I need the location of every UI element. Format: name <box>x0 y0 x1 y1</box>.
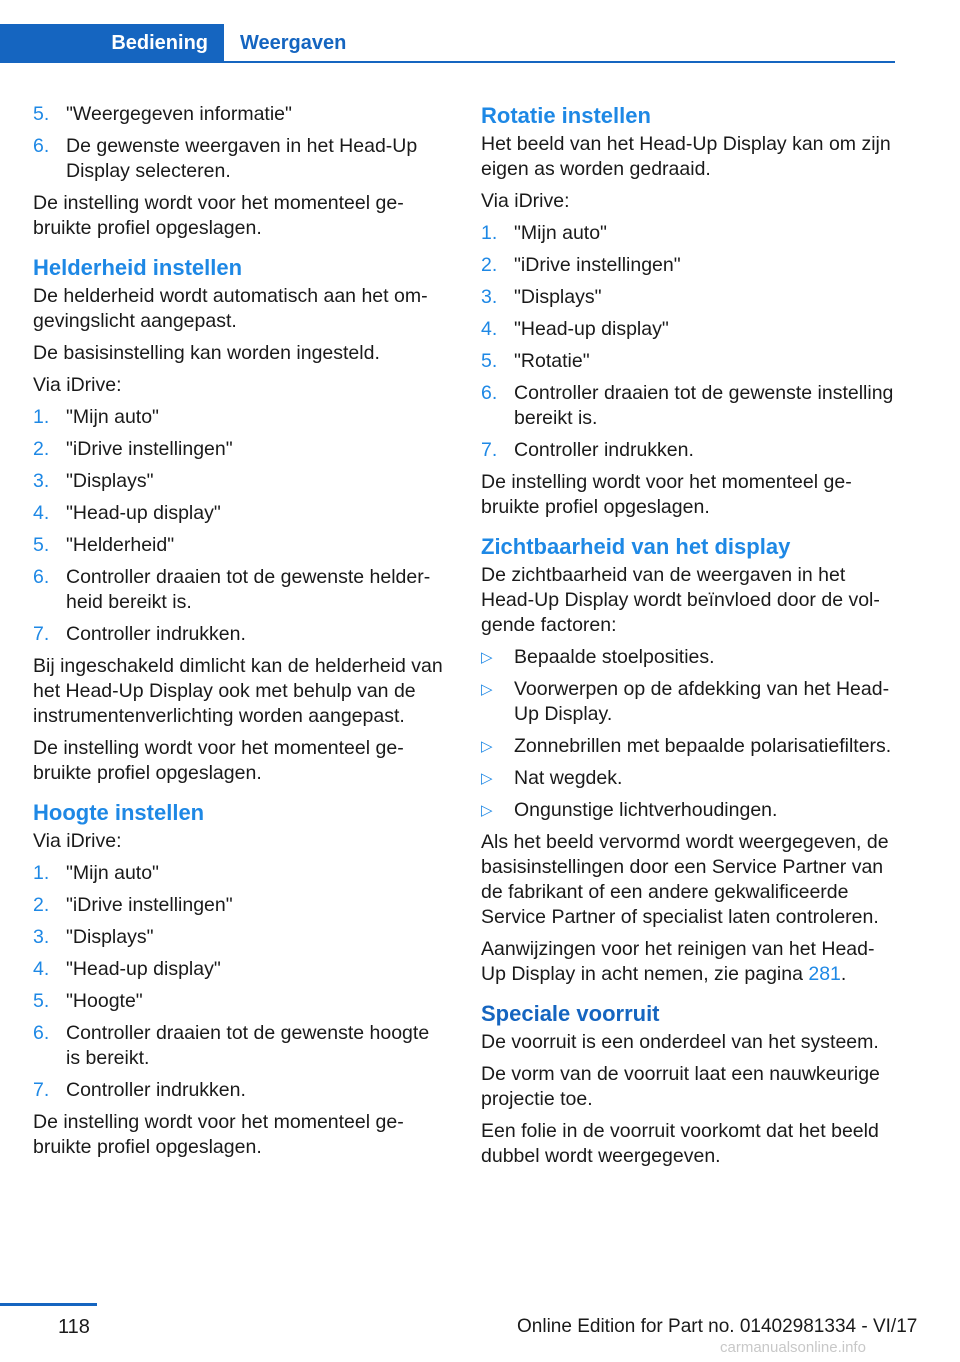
paragraph: Een folie in de voorruit voorkomt dat het beeld dubbel wordt weergegeven. <box>481 1120 879 1167</box>
list-item-number: 1. <box>481 222 498 244</box>
list-item-number: 7. <box>33 623 50 645</box>
triangle-bullet-icon: ▷ <box>481 802 493 819</box>
list-item <box>33 861 448 886</box>
numbered-list <box>33 861 448 1103</box>
page-number: 118 <box>58 1316 90 1338</box>
list-item <box>33 134 448 184</box>
list-item <box>481 438 899 463</box>
list-item <box>481 381 899 431</box>
paragraph: Het beeld van het Head-Up Display kan om zijn eigen as worden gedraaid. <box>481 133 891 180</box>
header-bar <box>0 0 960 64</box>
list-item <box>33 925 448 950</box>
list-item-text: "Head-up display" <box>66 958 221 980</box>
list-item-number: 4. <box>481 318 498 340</box>
bullet-list <box>481 645 899 823</box>
paragraph: De voorruit is een onderdeel van het systeem. <box>481 1031 879 1053</box>
tab-bediening[interactable] <box>0 24 224 62</box>
paragraph: Via iDrive: <box>33 830 122 852</box>
list-item-number: 3. <box>33 470 50 492</box>
list-item-number: 2. <box>481 254 498 276</box>
triangle-bullet-icon: ▷ <box>481 738 493 755</box>
list-item-text: "iDrive instellingen" <box>514 254 681 276</box>
list-item-number: 6. <box>33 135 50 157</box>
list-item <box>33 565 448 615</box>
numbered-list <box>33 102 448 184</box>
list-item <box>481 317 899 342</box>
list-item-number: 7. <box>33 1079 50 1101</box>
section-heading-brightness: Helderheid instellen <box>33 255 243 280</box>
bullet-item <box>481 766 899 791</box>
list-item <box>33 405 448 430</box>
list-item-number: 5. <box>481 350 498 372</box>
list-item-number: 5. <box>33 103 50 125</box>
header-divider <box>0 61 895 63</box>
list-item <box>33 533 448 558</box>
list-item <box>33 1078 448 1103</box>
right-column <box>481 102 899 1176</box>
list-item <box>33 622 448 647</box>
list-item-number: 6. <box>33 566 50 588</box>
list-item-text: Controller indrukken. <box>66 1079 246 1101</box>
bullet-item <box>481 677 899 727</box>
numbered-list <box>33 405 448 647</box>
list-item-text: "Head-up display" <box>66 502 221 524</box>
bullet-text: Voorwerpen op de afdekking van het Head-Up Display. <box>514 678 890 725</box>
triangle-bullet-icon: ▷ <box>481 770 493 787</box>
list-item-text: Controller draaien tot de gewenste instelling bereikt is. <box>514 382 894 429</box>
paragraph: De helderheid wordt automatisch aan het omgevingslicht aangepast. <box>33 285 428 332</box>
bullet-text: Ongunstige lichtverhoudingen. <box>514 799 778 821</box>
numbered-list <box>481 221 899 463</box>
reference-text: Aanwijzingen voor het reinigen van het Head-Up Display in acht nemen, zie pagina <box>481 938 875 985</box>
watermark: carmanualsonline.info <box>720 1339 866 1356</box>
list-item-number: 1. <box>33 862 50 884</box>
list-item-number: 5. <box>33 534 50 556</box>
list-item-number: 4. <box>33 958 50 980</box>
page-link-281[interactable]: 281 <box>808 963 841 985</box>
list-item-text: "Displays" <box>66 470 154 492</box>
paragraph: Bij ingeschakeld dimlicht kan de helderheid van het Head-Up Display ook met behulp van de instrumentenverlichting worden aangepast. <box>33 655 443 727</box>
edition-label: Online Edition for Part no. 01402981334 - VI/17 <box>517 1316 918 1337</box>
list-item-text: "iDrive instellingen" <box>66 894 233 916</box>
bullet-text: Zonnebrillen met bepaalde polarisatiefilters. <box>514 735 892 757</box>
triangle-bullet-icon: ▷ <box>481 681 493 698</box>
paragraph: De vorm van de voorruit laat een nauwkeurige projectie toe. <box>481 1063 880 1110</box>
section-heading-height: Hoogte instellen <box>33 800 205 825</box>
list-item-number: 1. <box>33 406 50 428</box>
list-item-text: "Displays" <box>66 926 154 948</box>
list-item-text: Controller indrukken. <box>66 623 246 645</box>
list-item <box>33 893 448 918</box>
bullet-item <box>481 798 899 823</box>
paragraph: Via iDrive: <box>33 374 122 396</box>
list-item-number: 6. <box>33 1022 50 1044</box>
list-item-text: "Helderheid" <box>66 534 175 556</box>
list-item <box>33 957 448 982</box>
list-item-number: 2. <box>33 894 50 916</box>
list-item-text: "Mijn auto" <box>66 406 159 428</box>
tab-weergaven[interactable] <box>224 24 346 62</box>
list-item-text: "Mijn auto" <box>514 222 607 244</box>
list-item-number: 6. <box>481 382 498 404</box>
list-item <box>33 102 448 127</box>
list-item <box>481 349 899 374</box>
bullet-text: Nat wegdek. <box>514 767 623 789</box>
list-item-text: Controller draaien tot de gewenste hoogte is bereikt. <box>66 1022 430 1069</box>
list-item-number: 5. <box>33 990 50 1012</box>
paragraph: De instelling wordt voor het momenteel gebruikte profiel opgeslagen. <box>33 1111 404 1158</box>
bullet-item <box>481 645 899 670</box>
paragraph-cleaning-reference <box>481 937 899 987</box>
left-column <box>33 102 448 1167</box>
section-heading-visibility: Zichtbaarheid van het display <box>481 534 791 559</box>
list-item <box>481 221 899 246</box>
tab-bediening-label: Bediening <box>111 31 208 54</box>
list-item <box>481 253 899 278</box>
list-item-text: De gewenste weergaven in het Head-Up Display selecteren. <box>66 135 418 182</box>
list-item <box>33 437 448 462</box>
paragraph: Als het beeld vervormd wordt weergegeven, de basisinstellingen door een Service Partner van de fabrikant of een andere gekwalificeerde Service Partner of specialist laten controleren. <box>481 831 889 928</box>
paragraph: De basisinstelling kan worden ingesteld. <box>33 342 380 364</box>
list-item-text: "Head-up display" <box>514 318 669 340</box>
tab-weergaven-label: Weergaven <box>240 31 347 54</box>
list-item <box>481 285 899 310</box>
paragraph: De instelling wordt voor het momenteel gebruikte profiel opgeslagen. <box>33 737 404 784</box>
list-item-text: "Mijn auto" <box>66 862 159 884</box>
bullet-item <box>481 734 899 759</box>
list-item-number: 7. <box>481 439 498 461</box>
list-item-text: Controller draaien tot de gewenste helderheid bereikt is. <box>66 566 431 613</box>
list-item-number: 2. <box>33 438 50 460</box>
list-item <box>33 989 448 1014</box>
footer-divider <box>0 1303 97 1306</box>
triangle-bullet-icon: ▷ <box>481 649 493 666</box>
list-item <box>33 1021 448 1071</box>
paragraph: Via iDrive: <box>481 190 570 212</box>
list-item-text: "Weergegeven informatie" <box>66 103 292 125</box>
bullet-text: Bepaalde stoelposities. <box>514 646 715 668</box>
list-item-text: "iDrive instellingen" <box>66 438 233 460</box>
reference-period: . <box>840 963 847 985</box>
list-item-text: "Hoogte" <box>66 990 143 1012</box>
list-item-number: 3. <box>33 926 50 948</box>
paragraph: De instelling wordt voor het momenteel gebruikte profiel opgeslagen. <box>481 471 852 518</box>
list-item-number: 4. <box>33 502 50 524</box>
section-heading-windshield: Speciale voorruit <box>481 1001 660 1026</box>
list-item-text: "Rotatie" <box>514 350 590 372</box>
list-item-number: 3. <box>481 286 498 308</box>
paragraph: De zichtbaarheid van de weergaven in het Head-Up Display wordt beïnvloed door de volgende factoren: <box>481 564 880 636</box>
list-item <box>33 501 448 526</box>
paragraph: De instelling wordt voor het momenteel gebruikte profiel opgeslagen. <box>33 192 404 239</box>
list-item-text: "Displays" <box>514 286 602 308</box>
list-item <box>33 469 448 494</box>
section-heading-rotation: Rotatie instellen <box>481 103 651 128</box>
list-item-text: Controller indrukken. <box>514 439 694 461</box>
